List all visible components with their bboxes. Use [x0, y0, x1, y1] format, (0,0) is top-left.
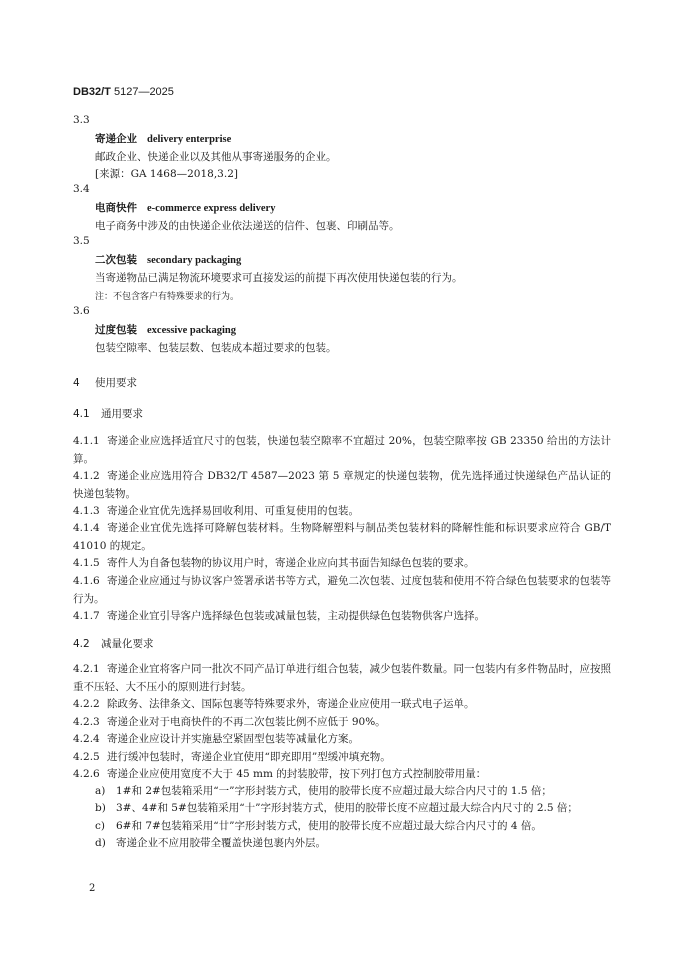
- clause-paragraph: [73, 713, 611, 731]
- clause-paragraph: [73, 607, 611, 625]
- term-definition: 包装空隙率、包装层数、包装成本超过要求的包装。: [95, 342, 337, 354]
- list-item: [95, 818, 542, 833]
- subsection-number: 4.2: [73, 638, 90, 650]
- subsection-title: 通用要求: [101, 408, 143, 420]
- clause-text: 寄递企业应设计并实施悬空紧固型包装等减量化方案。: [107, 733, 359, 745]
- list-text: 1#和 2#包装箱采用“一”字形封装方式，使用的胶带长度不应超过最大综合内尺寸的 1.5 倍；: [116, 785, 552, 797]
- term-title-en: secondary packaging: [147, 255, 242, 266]
- section-number: 4: [73, 377, 80, 389]
- term-title-zh: 过度包装: [95, 324, 137, 336]
- clause-text: 寄递企业应使用宽度不大于 45 mm 的封装胶带，按下列打包方式控制胶带用量：: [107, 768, 487, 780]
- term-source: [来源：GA 1468—2018,3.2]: [95, 168, 238, 180]
- list-item: [95, 835, 326, 850]
- section-title: 使用要求: [95, 377, 137, 389]
- clause-paragraph: [73, 695, 611, 713]
- clause-number: 4.1.2: [73, 470, 100, 482]
- clause-paragraph: [73, 519, 611, 555]
- section-heading: [73, 375, 137, 390]
- list-marker: d): [95, 837, 106, 849]
- clause-text: 寄递企业应选用符合 DB32/T 4587—2023 第 5 章规定的快递包装物，优先选择通过快递绿色产品认证的快递包装物。: [73, 470, 611, 500]
- term-title-zh: 寄递企业: [95, 133, 137, 145]
- list-text: 6#和 7#包装箱采用“廿”字形封装方式，使用的胶带长度不应超过最大综合内尺寸的 4 倍。: [116, 820, 542, 832]
- clause-text: 进行缓冲包装时，寄递企业宜使用“即充即用”型缓冲填充物。: [107, 751, 391, 763]
- subsection-heading: [73, 636, 154, 651]
- term-title: [95, 200, 275, 215]
- list-text: 寄递企业不应用胶带全覆盖快递包裹内外层。: [116, 837, 326, 849]
- clause-number: 4.1.1: [73, 435, 100, 447]
- subsection-heading: [73, 406, 143, 421]
- term-definition: 电子商务中涉及的由快递企业依法递送的信件、包裹、印刷品等。: [95, 220, 400, 232]
- term-definition: 当寄递物品已满足物流环境要求可直接发运的前提下再次使用快递包装的行为。: [95, 272, 463, 284]
- clause-paragraph: [73, 730, 611, 748]
- standard-header: [73, 86, 174, 98]
- list-item: [95, 783, 552, 798]
- clause-text: 寄递企业宜引导客户选择绿色包装或减量包装，主动提供绿色包装物供客户选择。: [107, 610, 485, 622]
- clause-paragraph: [73, 432, 611, 468]
- term-number: 3.3: [73, 114, 90, 126]
- subsection-number: 4.1: [73, 408, 90, 420]
- clause-paragraph: [73, 748, 611, 766]
- term-number: 3.5: [73, 235, 90, 247]
- clause-number: 4.2.3: [73, 716, 100, 728]
- list-marker: c): [95, 820, 105, 832]
- term-number: 3.6: [73, 305, 90, 317]
- term-title: [95, 322, 236, 337]
- term-title: [95, 252, 241, 267]
- clause-paragraph: [73, 467, 611, 503]
- clause-text: 除政务、法律条文、国际包裹等特殊要求外，寄递企业应使用一联式电子运单。: [107, 698, 475, 710]
- clause-paragraph: [73, 502, 611, 520]
- clause-text: 寄递企业应选择适宜尺寸的包装，快递包装空隙率不宜超过 20%，包装空隙率按 GB 23350 给出的方法计算。: [73, 435, 611, 465]
- clause-number: 4.2.2: [73, 698, 100, 710]
- clause-number: 4.1.6: [73, 575, 100, 587]
- clause-number: 4.1.4: [73, 522, 100, 534]
- list-marker: b): [95, 802, 106, 814]
- clause-text: 寄递企业宜将客户同一批次不同产品订单进行组合包装，减少包装件数量。同一包装内有多件物品时，应按照重不压轻、大不压小的原则进行封装。: [73, 663, 611, 693]
- clause-number: 4.1.7: [73, 610, 100, 622]
- clause-paragraph: [73, 660, 611, 696]
- clause-number: 4.2.4: [73, 733, 100, 745]
- clause-number: 4.2.5: [73, 751, 100, 763]
- clause-text: 寄递企业应通过与协议客户签署承诺书等方式，避免二次包装、过度包装和使用不符合绿色包装要求的包装等行为。: [73, 575, 611, 605]
- clause-paragraph: [73, 554, 611, 572]
- clause-text: 寄递企业对于电商快件的不再二次包装比例不应低于 90%。: [107, 716, 386, 728]
- list-item: [95, 800, 578, 815]
- page-number: 2: [89, 883, 96, 894]
- clause-number: 4.1.5: [73, 557, 100, 569]
- list-marker: a): [95, 785, 106, 797]
- clause-number: 4.2.6: [73, 768, 100, 780]
- clause-number: 4.2.1: [73, 663, 100, 675]
- standard-code: DB32/T: [73, 86, 111, 98]
- clause-text: 寄递企业宜优先选择易回收利用、可重复使用的包装。: [107, 505, 359, 517]
- term-definition: 邮政企业、快递企业以及其他从事寄递服务的企业。: [95, 151, 337, 163]
- clause-number: 4.1.3: [73, 505, 100, 517]
- term-title-en: delivery enterprise: [147, 134, 232, 145]
- term-number: 3.4: [73, 183, 90, 195]
- term-title-en: excessive packaging: [147, 325, 236, 336]
- clause-text: 寄件人为自备包装物的协议用户时，寄递企业应向其书面告知绿色包装的要求。: [107, 557, 475, 569]
- list-text: 3#、4#和 5#包装箱采用“十”字形封装方式，使用的胶带长度不应超过最大综合内尺寸的 2.5 倍；: [116, 802, 578, 814]
- term-title-zh: 电商快件: [95, 202, 137, 214]
- term-title: [95, 131, 231, 146]
- term-title-en: e-commerce express delivery: [147, 203, 276, 214]
- standard-number: 5127—2025: [113, 86, 174, 98]
- subsection-title: 减量化要求: [101, 638, 154, 650]
- term-title-zh: 二次包装: [95, 254, 137, 266]
- clause-paragraph: [73, 765, 611, 783]
- clause-paragraph: [73, 572, 611, 608]
- term-note: 注：不包含客户有特殊要求的行为。: [95, 292, 240, 302]
- clause-text: 寄递企业宜优先选择可降解包装材料。生物降解塑料与制品类包装材料的降解性能和标识要求应符合 GB/T 41010 的规定。: [73, 522, 611, 552]
